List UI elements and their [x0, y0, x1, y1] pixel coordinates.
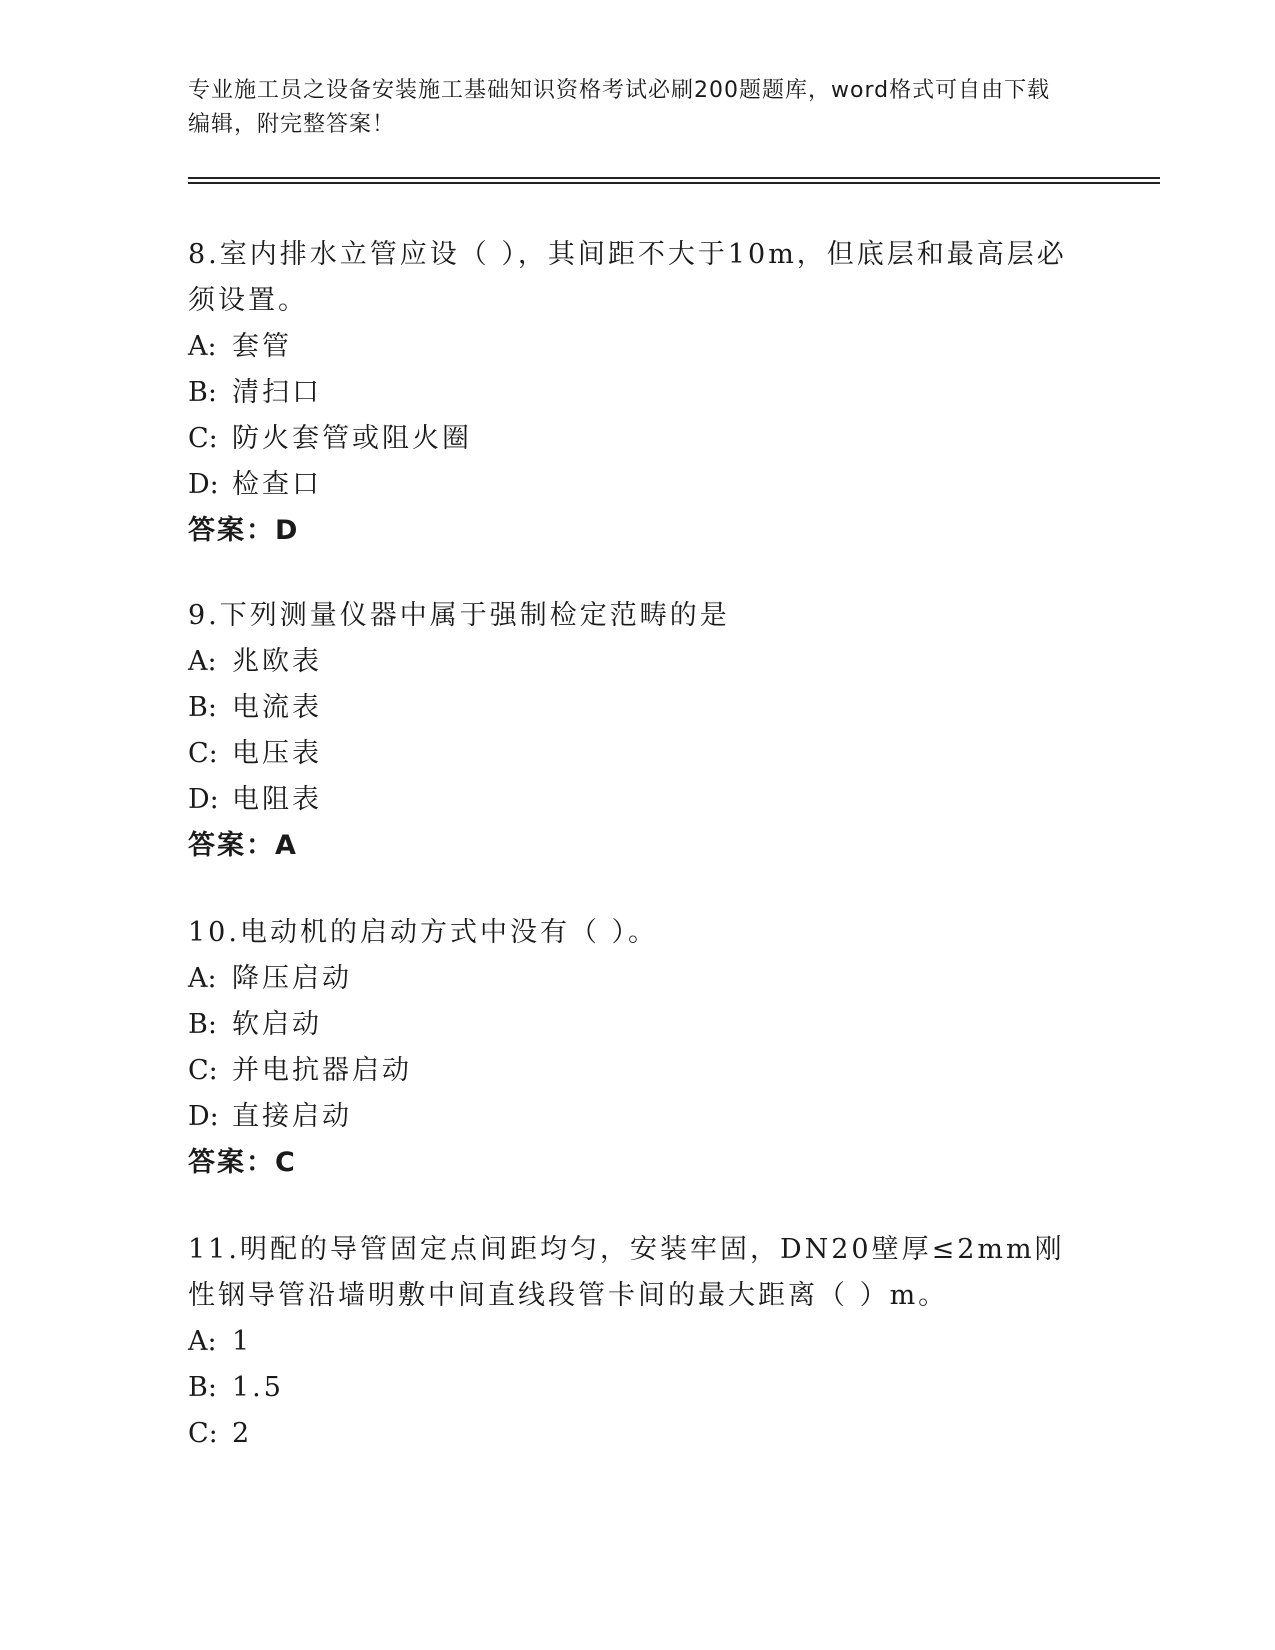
option-text: 套管: [232, 331, 292, 362]
option-key: C:: [188, 423, 218, 454]
header-rule-top: [188, 177, 1160, 179]
option-b: [188, 1365, 1088, 1411]
option-d: [188, 1094, 1088, 1140]
option-key: D:: [188, 1101, 219, 1132]
question-title: 10.电动机的启动方式中没有（ ）。: [188, 917, 659, 948]
option-a: [188, 639, 1088, 685]
option-text: 电压表: [232, 738, 322, 769]
option-text: 电阻表: [232, 784, 322, 815]
option-a: [188, 1319, 1088, 1365]
option-key: C:: [188, 1418, 218, 1449]
option-key: B:: [188, 1009, 217, 1040]
option-text: 电流表: [232, 692, 322, 723]
option-text: 直接启动: [232, 1101, 352, 1132]
option-a: [188, 956, 1088, 1002]
option-c: [188, 416, 1088, 462]
option-key: A:: [188, 646, 217, 677]
option-text: 检查口: [232, 469, 322, 500]
document-header: 专业施工员之设备安装施工基础知识资格考试必刷200题题库，word格式可自由下载编辑，附完整答案！: [188, 78, 1051, 137]
option-key: B:: [188, 377, 217, 408]
option-text: 兆欧表: [232, 646, 322, 677]
answer: 答案：D: [188, 515, 300, 546]
option-c: [188, 1048, 1088, 1094]
option-b: [188, 685, 1088, 731]
option-b: [188, 370, 1088, 416]
option-key: C:: [188, 738, 218, 769]
option-key: A:: [188, 1326, 217, 1357]
option-text: 清扫口: [232, 377, 322, 408]
option-key: A:: [188, 331, 217, 362]
question-title: 9.下列测量仪器中属于强制检定范畴的是: [188, 600, 730, 631]
option-key: C:: [188, 1055, 218, 1086]
option-text: 防火套管或阻火圈: [232, 423, 472, 454]
option-key: B:: [188, 692, 217, 723]
option-c: [188, 731, 1088, 777]
option-text: 并电抗器启动: [232, 1055, 412, 1086]
option-text: 1.5: [232, 1372, 284, 1403]
option-text: 软启动: [232, 1009, 322, 1040]
option-d: [188, 777, 1088, 823]
option-key: D:: [188, 469, 219, 500]
question-10: [188, 910, 1088, 1186]
answer: 答案：A: [188, 830, 298, 861]
question-title: 8.室内排水立管应设（ ），其间距不大于10m，但底层和最高层必须设置。: [188, 239, 1067, 316]
option-key: B:: [188, 1372, 217, 1403]
option-a: [188, 324, 1088, 370]
answer: 答案：C: [188, 1147, 297, 1178]
question-9: [188, 593, 1088, 869]
option-text: 2: [232, 1418, 253, 1449]
question-title: 11.明配的导管固定点间距均匀，安装牢固，DN20壁厚≤2mm刚性钢导管沿墙明敷中间直线段管卡间的最大距离（ ）m。: [188, 1234, 1065, 1311]
question-8: [188, 232, 1088, 554]
option-c: [188, 1411, 1088, 1457]
header-rule-bottom: [188, 182, 1160, 184]
option-key: A:: [188, 963, 217, 994]
option-text: 降压启动: [232, 963, 352, 994]
option-key: D:: [188, 784, 219, 815]
option-d: [188, 462, 1088, 508]
option-text: 1: [232, 1326, 253, 1357]
option-b: [188, 1002, 1088, 1048]
question-11: [188, 1227, 1088, 1457]
